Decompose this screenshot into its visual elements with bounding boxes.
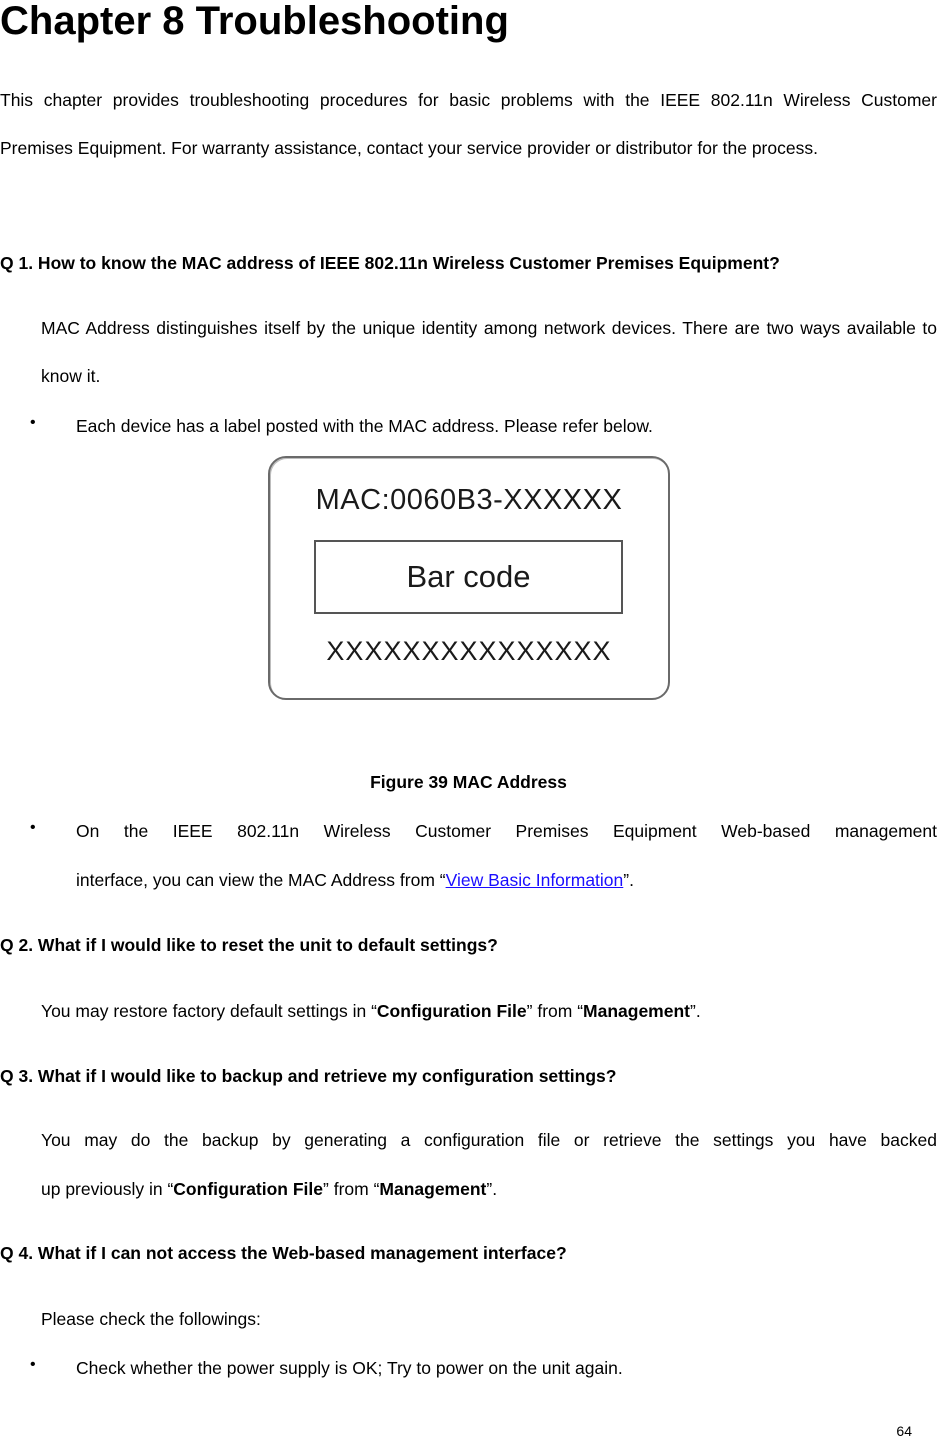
- q2-answer-mid: ” from “: [526, 1001, 584, 1021]
- q1-bullet2-line1: On the IEEE 802.11n Wireless Customer Premises Equipment Web-based management: [76, 821, 937, 841]
- q3-management: Management: [379, 1179, 487, 1199]
- q1-bullet2-line2: [76, 868, 634, 892]
- q2-management: Management: [583, 1001, 690, 1021]
- bullet-glyph: •: [30, 819, 36, 836]
- q1-bullet-label-posted: Each device has a label posted with the MAC address. Please refer below.: [76, 416, 653, 436]
- q1-question: Q 1. How to know the MAC address of IEEE 802.11n Wireless Customer Premises Equipment?: [0, 253, 780, 273]
- q2-answer-prefix: You may restore factory default settings in “: [41, 1001, 377, 1021]
- q1-answer: MAC Address distinguishes itself by the unique identity among network devices. There are two ways available to know it.: [41, 318, 937, 386]
- barcode-label: Bar code: [406, 559, 531, 594]
- q2-answer: [41, 999, 701, 1023]
- q3-answer-prefix: up previously in “: [41, 1179, 174, 1199]
- page-number: 64: [896, 1423, 912, 1439]
- q3-answer-line2: [41, 1177, 497, 1201]
- bullet-glyph: •: [30, 1356, 36, 1373]
- q3-configuration-file: Configuration File: [173, 1179, 324, 1199]
- bullet-glyph: •: [30, 414, 36, 431]
- barcode-box: [314, 540, 623, 614]
- q1-bullet2-suffix: ”.: [623, 870, 634, 890]
- q3-answer-suffix: ”.: [486, 1179, 498, 1199]
- mac-label-figure: [268, 456, 670, 700]
- view-basic-information-link[interactable]: View Basic Information: [445, 870, 624, 890]
- serial-line: XXXXXXXXXXXXXXX: [326, 636, 612, 666]
- q2-configuration-file: Configuration File: [376, 1001, 527, 1021]
- intro-paragraph: This chapter provides troubleshooting procedures for basic problems with the IEEE 802.11n Wireless Customer Premises Equipment. For warranty assistance, contact your service provider or distributor for the process.: [0, 90, 937, 158]
- q4-bullet-power: Check whether the power supply is OK; Try to power on the unit again.: [76, 1358, 623, 1378]
- q1-bullet2-prefix: interface, you can view the MAC Address from “: [76, 870, 446, 890]
- figure-caption: Figure 39 MAC Address: [370, 772, 567, 792]
- q4-answer: Please check the followings:: [41, 1309, 261, 1329]
- q2-answer-suffix: ”.: [690, 1001, 701, 1021]
- q2-question: Q 2. What if I would like to reset the unit to default settings?: [0, 935, 498, 955]
- mac-line: MAC:0060B3-XXXXXX: [315, 484, 623, 516]
- q3-answer-mid: ” from “: [323, 1179, 380, 1199]
- chapter-title: Chapter 8 Troubleshooting: [0, 0, 509, 43]
- q3-answer-line1: You may do the backup by generating a configuration file or retrieve the settings you have backed: [41, 1130, 937, 1150]
- q4-question: Q 4. What if I can not access the Web-based management interface?: [0, 1243, 567, 1263]
- q3-question: Q 3. What if I would like to backup and retrieve my configuration settings?: [0, 1066, 617, 1086]
